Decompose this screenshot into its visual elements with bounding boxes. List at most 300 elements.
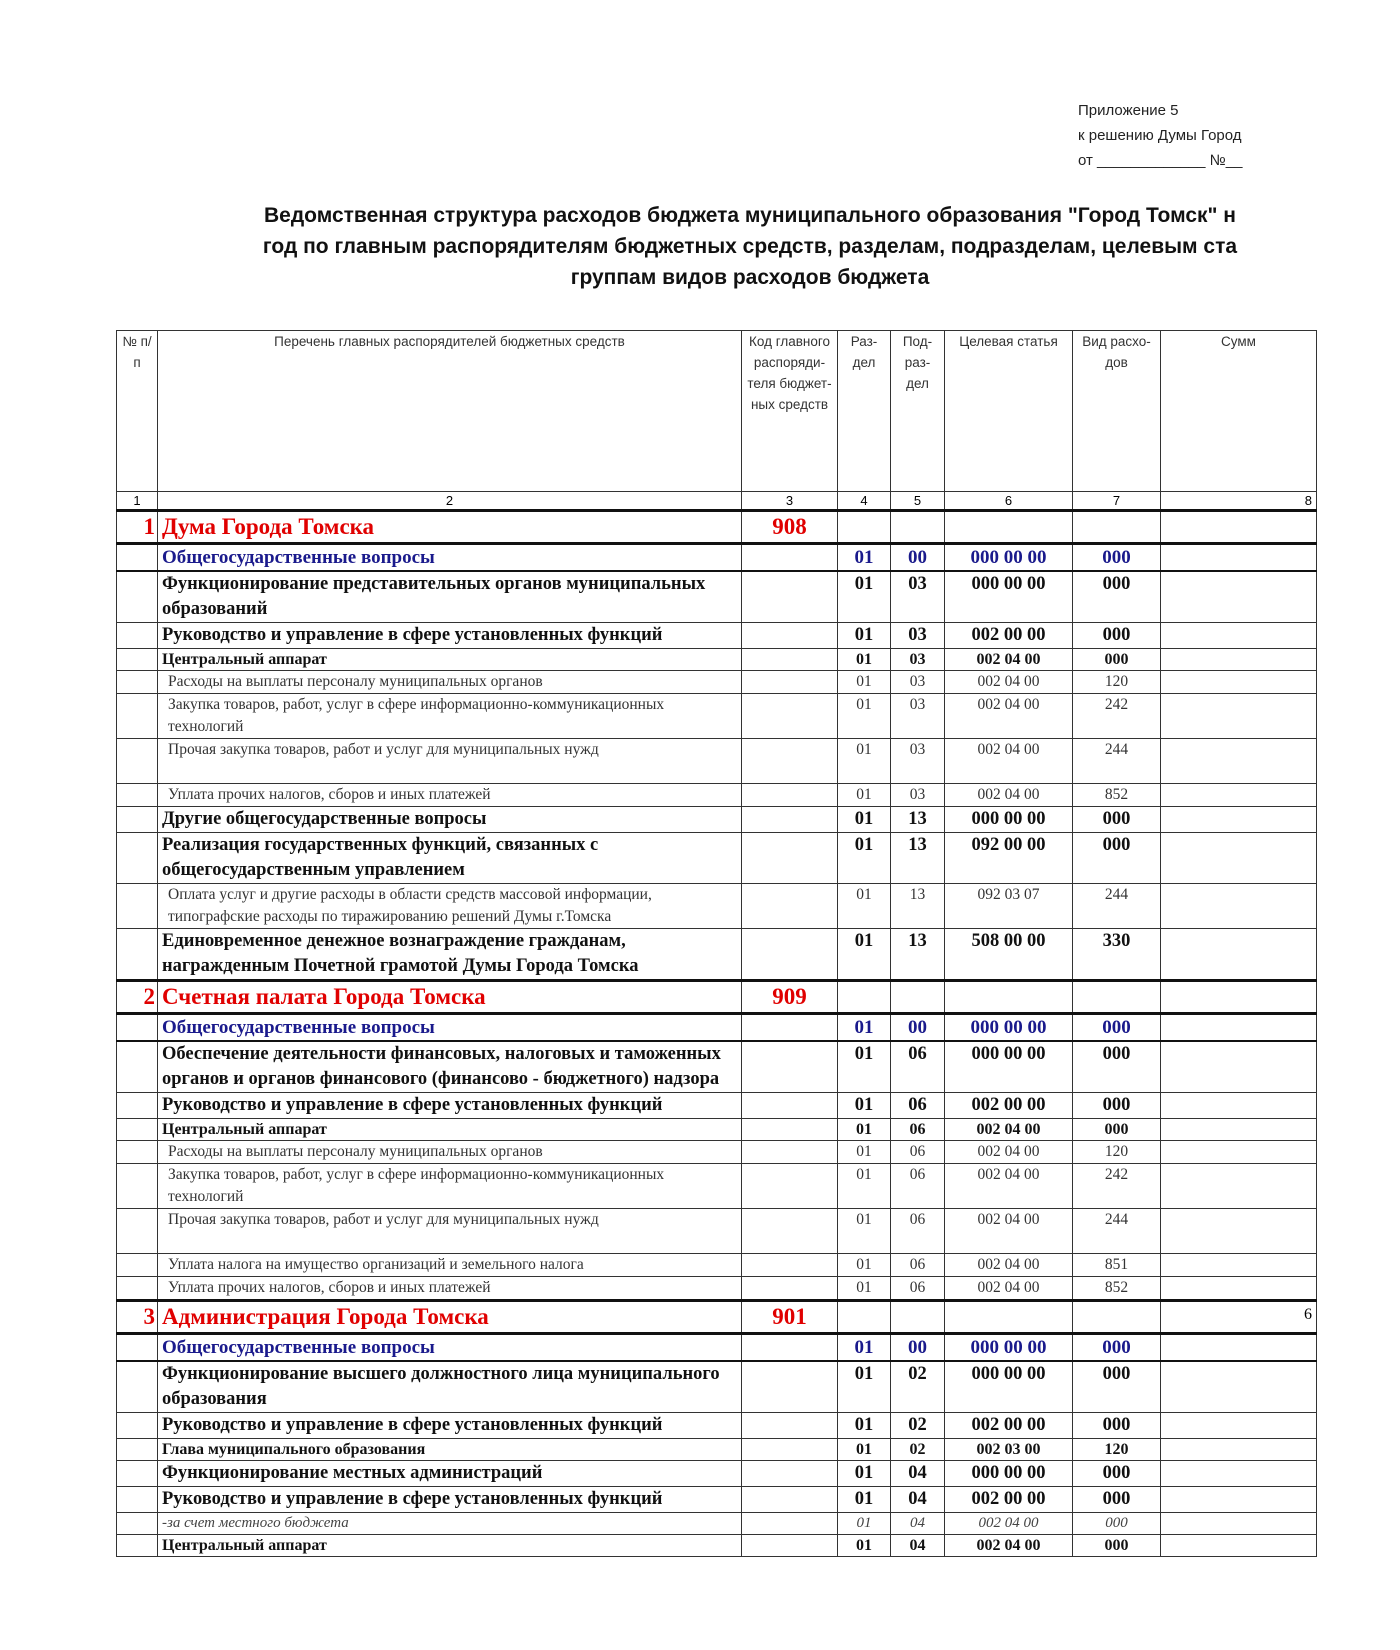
column-number: 3 (742, 492, 838, 511)
row-number (117, 1277, 158, 1301)
expense-kind: 000 (1073, 1093, 1161, 1119)
section-code: 01 (838, 1413, 891, 1439)
target-article: 002 04 00 (945, 1254, 1073, 1277)
budget-table (116, 330, 1317, 1557)
row-number (117, 1119, 158, 1141)
row-number (117, 1334, 158, 1362)
row-name: Уплата прочих налогов, сборов и иных платежей (158, 784, 742, 807)
distributor-code (742, 1119, 838, 1141)
target-article: 002 04 00 (945, 671, 1073, 694)
subsection-code: 00 (891, 1334, 945, 1362)
subsection-code: 02 (891, 1439, 945, 1461)
distributor-code (742, 1361, 838, 1413)
target-article: 508 00 00 (945, 929, 1073, 981)
amount (1161, 884, 1317, 929)
section-code: 01 (838, 1254, 891, 1277)
amount (1161, 1119, 1317, 1141)
amount (1161, 649, 1317, 671)
table-row (117, 784, 1317, 807)
section-code: 01 (838, 671, 891, 694)
row-name: Общегосударственные вопросы (158, 544, 742, 572)
subsection-code: 00 (891, 1014, 945, 1042)
subsection-code: 13 (891, 807, 945, 833)
row-number (117, 1209, 158, 1254)
table-row (117, 649, 1317, 671)
section-code: 01 (838, 1334, 891, 1362)
amount (1161, 1041, 1317, 1093)
amount (1161, 671, 1317, 694)
target-article (945, 511, 1073, 544)
distributor-code (742, 807, 838, 833)
section-code: 01 (838, 1439, 891, 1461)
section-code: 01 (838, 1487, 891, 1513)
row-name: Администрация Города Томска (158, 1301, 742, 1334)
section-code: 01 (838, 1513, 891, 1535)
expense-kind (1073, 1301, 1161, 1334)
row-name: Общегосударственные вопросы (158, 1334, 742, 1362)
distributor-code (742, 1535, 838, 1557)
distributor-code (742, 1254, 838, 1277)
distributor-code (742, 623, 838, 649)
distributor-code (742, 694, 838, 739)
table-row (117, 1334, 1317, 1362)
expense-kind: 000 (1073, 807, 1161, 833)
column-number-row (117, 492, 1317, 511)
distributor-code (742, 929, 838, 981)
amount (1161, 1164, 1317, 1209)
section-code: 01 (838, 694, 891, 739)
target-article: 000 00 00 (945, 544, 1073, 572)
row-number: 3 (117, 1301, 158, 1334)
table-row (117, 1041, 1317, 1093)
table-row (117, 929, 1317, 981)
section-code: 01 (838, 784, 891, 807)
header-target: Целевая статья (945, 331, 1073, 492)
subsection-code: 06 (891, 1164, 945, 1209)
subsection-code: 03 (891, 739, 945, 784)
amount (1161, 739, 1317, 784)
row-name: Закупка товаров, работ, услуг в сфере информационно-коммуникационных технологий (158, 1164, 742, 1209)
table-header-row (117, 331, 1317, 492)
subsection-code: 06 (891, 1254, 945, 1277)
amount (1161, 1334, 1317, 1362)
row-number (117, 671, 158, 694)
expense-kind: 000 (1073, 833, 1161, 884)
distributor-code (742, 884, 838, 929)
distributor-code: 909 (742, 981, 838, 1014)
row-name: Руководство и управление в сфере установленных функций (158, 623, 742, 649)
table-row (117, 671, 1317, 694)
distributor-row (117, 981, 1317, 1014)
section-code (838, 981, 891, 1014)
expense-kind: 000 (1073, 649, 1161, 671)
section-code (838, 1301, 891, 1334)
expense-kind: 000 (1073, 1487, 1161, 1513)
header-kind: Вид расхо-дов (1073, 331, 1161, 492)
table-row (117, 1439, 1317, 1461)
distributor-row (117, 1301, 1317, 1334)
section-code: 01 (838, 1361, 891, 1413)
amount (1161, 623, 1317, 649)
distributor-code (742, 1413, 838, 1439)
distributor-code (742, 784, 838, 807)
section-code: 01 (838, 929, 891, 981)
target-article: 002 04 00 (945, 649, 1073, 671)
expense-kind: 000 (1073, 1535, 1161, 1557)
row-number (117, 884, 158, 929)
section-code: 01 (838, 1041, 891, 1093)
expense-kind: 330 (1073, 929, 1161, 981)
subsection-code: 03 (891, 671, 945, 694)
subsection-code: 06 (891, 1093, 945, 1119)
distributor-code (742, 544, 838, 572)
distributor-code: 901 (742, 1301, 838, 1334)
subsection-code: 04 (891, 1513, 945, 1535)
table-row (117, 544, 1317, 572)
table-row (117, 1209, 1317, 1254)
appendix-date-number: от _____________ №__ (1078, 152, 1243, 169)
target-article: 000 00 00 (945, 571, 1073, 623)
title-line-2: год по главным распорядителям бюджетных средств, разделам, подразделам, целевым ста (262, 235, 1238, 258)
table-row (117, 1513, 1317, 1535)
section-code: 01 (838, 884, 891, 929)
section-code: 01 (838, 1209, 891, 1254)
target-article: 002 00 00 (945, 1487, 1073, 1513)
row-number (117, 784, 158, 807)
section-code: 01 (838, 1535, 891, 1557)
distributor-code (742, 1164, 838, 1209)
table-row (117, 1535, 1317, 1557)
expense-kind: 000 (1073, 1041, 1161, 1093)
row-number (117, 1487, 158, 1513)
subsection-code: 13 (891, 833, 945, 884)
row-number (117, 1535, 158, 1557)
table-row (117, 1141, 1317, 1164)
distributor-code (742, 571, 838, 623)
distributor-code: 908 (742, 511, 838, 544)
target-article: 092 00 00 (945, 833, 1073, 884)
row-name: Функционирование высшего должностного лица муниципального образования (158, 1361, 742, 1413)
target-article: 002 04 00 (945, 1119, 1073, 1141)
target-article: 000 00 00 (945, 1014, 1073, 1042)
table-row (117, 1487, 1317, 1513)
distributor-code (742, 1334, 838, 1362)
table-row (117, 1461, 1317, 1487)
amount (1161, 807, 1317, 833)
distributor-code (742, 1513, 838, 1535)
subsection-code: 06 (891, 1209, 945, 1254)
header-section: Раз-дел (838, 331, 891, 492)
row-number (117, 694, 158, 739)
row-number (117, 1254, 158, 1277)
target-article: 002 04 00 (945, 1535, 1073, 1557)
expense-kind: 000 (1073, 1513, 1161, 1535)
expense-kind: 120 (1073, 1439, 1161, 1461)
row-name: Закупка товаров, работ, услуг в сфере информационно-коммуникационных технологий (158, 694, 742, 739)
amount (1161, 784, 1317, 807)
expense-kind: 242 (1073, 1164, 1161, 1209)
distributor-code (742, 1141, 838, 1164)
subsection-code: 06 (891, 1141, 945, 1164)
row-name: Оплата услуг и другие расходы в области средств массовой информации, типографские расходы по тиражированию решений Думы г.Томска (158, 884, 742, 929)
subsection-code: 13 (891, 884, 945, 929)
subsection-code: 04 (891, 1487, 945, 1513)
row-name: Прочая закупка товаров, работ и услуг для муниципальных нужд (158, 1209, 742, 1254)
distributor-code (742, 1041, 838, 1093)
row-name: Руководство и управление в сфере установленных функций (158, 1487, 742, 1513)
row-name: Центральный аппарат (158, 1535, 742, 1557)
row-name: Руководство и управление в сфере установленных функций (158, 1093, 742, 1119)
table-row (117, 571, 1317, 623)
expense-kind: 242 (1073, 694, 1161, 739)
amount (1161, 833, 1317, 884)
row-number: 1 (117, 511, 158, 544)
amount (1161, 1487, 1317, 1513)
target-article: 002 04 00 (945, 784, 1073, 807)
column-number: 1 (117, 492, 158, 511)
column-number: 4 (838, 492, 891, 511)
expense-kind: 852 (1073, 1277, 1161, 1301)
section-code: 01 (838, 571, 891, 623)
subsection-code: 03 (891, 694, 945, 739)
appendix-decision: к решению Думы Город (1078, 127, 1242, 144)
row-name: Обеспечение деятельности финансовых, налоговых и таможенных органов и органов финансового (финансово - бюджетного) надзора (158, 1041, 742, 1093)
subsection-code: 03 (891, 784, 945, 807)
table-row (117, 739, 1317, 784)
table-row (117, 1164, 1317, 1209)
amount (1161, 1141, 1317, 1164)
row-number (117, 1141, 158, 1164)
amount (1161, 1413, 1317, 1439)
row-number (117, 649, 158, 671)
distributor-code (742, 1487, 838, 1513)
column-number: 8 (1161, 492, 1317, 511)
table-row (117, 1413, 1317, 1439)
amount (1161, 981, 1317, 1014)
table-row (117, 1361, 1317, 1413)
subsection-code: 13 (891, 929, 945, 981)
subsection-code (891, 511, 945, 544)
title-line-3: группам видов расходов бюджета (570, 266, 930, 289)
title-line-1: Ведомственная структура расходов бюджета муниципального образования "Город Томск" н (263, 204, 1236, 227)
section-code: 01 (838, 623, 891, 649)
subsection-code: 02 (891, 1361, 945, 1413)
target-article: 002 00 00 (945, 1093, 1073, 1119)
row-number (117, 1413, 158, 1439)
distributor-code (742, 1014, 838, 1042)
table-row (117, 623, 1317, 649)
target-article: 000 00 00 (945, 1461, 1073, 1487)
section-code: 01 (838, 1164, 891, 1209)
distributor-code (742, 671, 838, 694)
row-name: -за счет местного бюджета (158, 1513, 742, 1535)
row-number (117, 544, 158, 572)
expense-kind: 000 (1073, 623, 1161, 649)
target-article: 002 04 00 (945, 1141, 1073, 1164)
expense-kind: 000 (1073, 1014, 1161, 1042)
row-number (117, 571, 158, 623)
distributor-code (742, 1209, 838, 1254)
row-number (117, 1513, 158, 1535)
expense-kind (1073, 511, 1161, 544)
section-code: 01 (838, 1014, 891, 1042)
table-row (117, 1277, 1317, 1301)
subsection-code: 04 (891, 1461, 945, 1487)
target-article: 002 00 00 (945, 1413, 1073, 1439)
table-row (117, 1119, 1317, 1141)
row-name: Функционирование местных администраций (158, 1461, 742, 1487)
target-article: 002 04 00 (945, 739, 1073, 784)
table-row (117, 884, 1317, 929)
amount (1161, 694, 1317, 739)
section-code: 01 (838, 1119, 891, 1141)
row-name: Другие общегосударственные вопросы (158, 807, 742, 833)
target-article: 002 04 00 (945, 1277, 1073, 1301)
section-code (838, 511, 891, 544)
expense-kind: 000 (1073, 1119, 1161, 1141)
table-row (117, 1254, 1317, 1277)
row-number (117, 1093, 158, 1119)
section-code: 01 (838, 807, 891, 833)
amount (1161, 1254, 1317, 1277)
target-article: 002 00 00 (945, 623, 1073, 649)
row-name: Единовременное денежное вознаграждение гражданам, награжденным Почетной грамотой Думы Города Томска (158, 929, 742, 981)
header-name: Перечень главных распорядителей бюджетных средств (158, 331, 742, 492)
table-row (117, 1093, 1317, 1119)
row-number (117, 623, 158, 649)
target-article: 002 04 00 (945, 1513, 1073, 1535)
target-article: 002 04 00 (945, 694, 1073, 739)
row-number: 2 (117, 981, 158, 1014)
row-number (117, 833, 158, 884)
subsection-code: 06 (891, 1041, 945, 1093)
amount (1161, 1439, 1317, 1461)
expense-kind: 851 (1073, 1254, 1161, 1277)
target-article: 000 00 00 (945, 1334, 1073, 1362)
amount (1161, 1513, 1317, 1535)
subsection-code: 06 (891, 1119, 945, 1141)
row-number (117, 807, 158, 833)
expense-kind: 000 (1073, 544, 1161, 572)
amount (1161, 1361, 1317, 1413)
row-name: Глава муниципального образования (158, 1439, 742, 1461)
header-no: № п/п (117, 331, 158, 492)
column-number: 5 (891, 492, 945, 511)
section-code: 01 (838, 544, 891, 572)
amount (1161, 1014, 1317, 1042)
table-row (117, 1014, 1317, 1042)
expense-kind: 852 (1073, 784, 1161, 807)
subsection-code: 03 (891, 649, 945, 671)
amount (1161, 1277, 1317, 1301)
amount (1161, 544, 1317, 572)
subsection-code (891, 981, 945, 1014)
section-code: 01 (838, 833, 891, 884)
row-name: Руководство и управление в сфере установленных функций (158, 1413, 742, 1439)
amount (1161, 929, 1317, 981)
section-code: 01 (838, 1093, 891, 1119)
row-number (117, 739, 158, 784)
row-name: Расходы на выплаты персоналу муниципальных органов (158, 671, 742, 694)
row-number (117, 1041, 158, 1093)
row-name: Общегосударственные вопросы (158, 1014, 742, 1042)
expense-kind: 120 (1073, 671, 1161, 694)
distributor-code (742, 649, 838, 671)
row-name: Расходы на выплаты персоналу муниципальных органов (158, 1141, 742, 1164)
header-code: Код главного распоряди-теля бюджет-ных средств (742, 331, 838, 492)
expense-kind: 000 (1073, 1461, 1161, 1487)
row-name: Функционирование представительных органов муниципальных образований (158, 571, 742, 623)
target-article: 002 04 00 (945, 1209, 1073, 1254)
expense-kind: 000 (1073, 1334, 1161, 1362)
distributor-code (742, 739, 838, 784)
row-name: Центральный аппарат (158, 1119, 742, 1141)
target-article: 000 00 00 (945, 1041, 1073, 1093)
target-article: 000 00 00 (945, 807, 1073, 833)
target-article: 000 00 00 (945, 1361, 1073, 1413)
subsection-code: 00 (891, 544, 945, 572)
target-article: 092 03 07 (945, 884, 1073, 929)
subsection-code: 03 (891, 571, 945, 623)
row-number (117, 1461, 158, 1487)
distributor-row (117, 511, 1317, 544)
expense-kind: 000 (1073, 571, 1161, 623)
subsection-code (891, 1301, 945, 1334)
row-name: Прочая закупка товаров, работ и услуг для муниципальных нужд (158, 739, 742, 784)
header-subsection: Под-раз-дел (891, 331, 945, 492)
section-code: 01 (838, 649, 891, 671)
table-row (117, 833, 1317, 884)
amount (1161, 1461, 1317, 1487)
section-code: 01 (838, 1461, 891, 1487)
appendix-note (1078, 98, 1242, 173)
section-code: 01 (838, 739, 891, 784)
appendix-number: Приложение 5 (1078, 102, 1179, 119)
section-code: 01 (838, 1277, 891, 1301)
distributor-code (742, 1461, 838, 1487)
subsection-code: 04 (891, 1535, 945, 1557)
column-number: 7 (1073, 492, 1161, 511)
column-number: 6 (945, 492, 1073, 511)
amount (1161, 511, 1317, 544)
document-title (100, 200, 1400, 293)
distributor-code (742, 833, 838, 884)
row-name: Уплата налога на имущество организаций и земельного налога (158, 1254, 742, 1277)
target-article (945, 1301, 1073, 1334)
subsection-code: 06 (891, 1277, 945, 1301)
expense-kind: 000 (1073, 1413, 1161, 1439)
expense-kind: 000 (1073, 1361, 1161, 1413)
distributor-code (742, 1093, 838, 1119)
header-sum: Сумм (1161, 331, 1317, 492)
table-row (117, 694, 1317, 739)
row-number (117, 1164, 158, 1209)
expense-kind: 244 (1073, 739, 1161, 784)
amount (1161, 1093, 1317, 1119)
row-number (117, 1014, 158, 1042)
distributor-code (742, 1439, 838, 1461)
row-number (117, 929, 158, 981)
expense-kind: 120 (1073, 1141, 1161, 1164)
target-article: 002 03 00 (945, 1439, 1073, 1461)
target-article (945, 981, 1073, 1014)
target-article: 002 04 00 (945, 1164, 1073, 1209)
expense-kind (1073, 981, 1161, 1014)
row-name: Счетная палата Города Томска (158, 981, 742, 1014)
row-number (117, 1361, 158, 1413)
section-code: 01 (838, 1141, 891, 1164)
table-row (117, 807, 1317, 833)
